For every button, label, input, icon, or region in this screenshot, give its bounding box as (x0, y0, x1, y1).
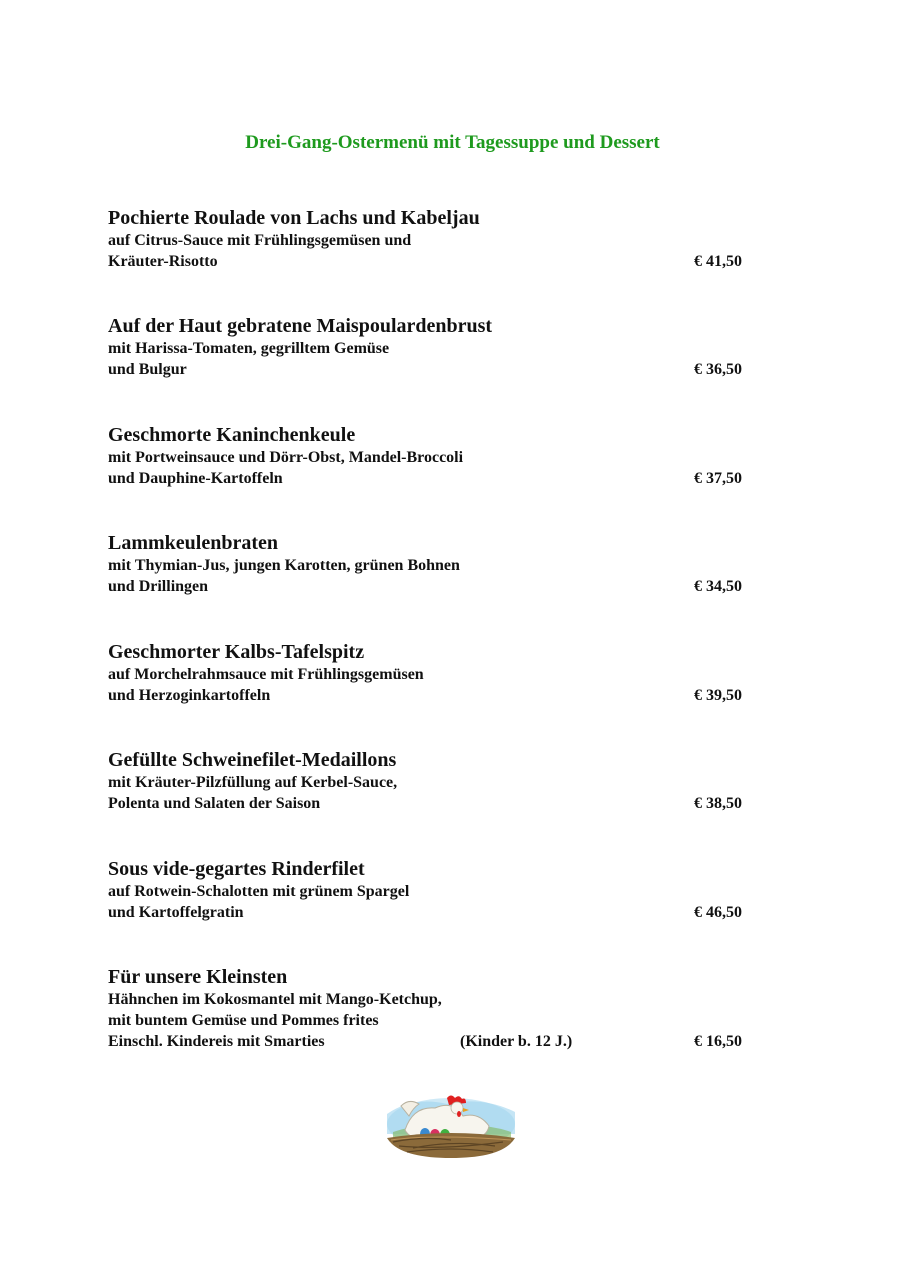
dish-description: auf Rotwein-Schalotten mit grünem Spargel (108, 883, 410, 900)
menu-item (108, 531, 748, 597)
menu-item (108, 748, 748, 814)
price: € 36,50 (694, 361, 742, 378)
dish-description: Kräuter-Risotto (108, 253, 218, 270)
easter-hen-in-nest-icon (383, 1094, 519, 1160)
price: € 37,50 (694, 470, 742, 487)
dish-name: Pochierte Roulade von Lachs und Kabeljau (108, 207, 480, 229)
age-note: (Kinder b. 12 J.) (460, 1033, 573, 1050)
dish-name: Auf der Haut gebratene Maispoulardenbrust (108, 315, 493, 337)
dish-description: mit Portweinsauce und Dörr-Obst, Mandel-Broccoli (108, 449, 464, 466)
dish-name: Sous vide-gegartes Rinderfilet (108, 858, 365, 880)
price: € 16,50 (694, 1033, 742, 1050)
dish-description: mit buntem Gemüse und Pommes frites (108, 1012, 379, 1029)
menu-item (108, 640, 748, 706)
dish-description: mit Thymian-Jus, jungen Karotten, grünen Bohnen (108, 557, 460, 574)
dish-name: Geschmorter Kalbs-Tafelspitz (108, 641, 365, 663)
dish-description: und Herzoginkartoffeln (108, 687, 271, 704)
price: € 46,50 (694, 904, 742, 921)
dish-name: Lammkeulenbraten (108, 532, 278, 554)
dish-name: Geschmorte Kaninchenkeule (108, 424, 356, 446)
price: € 41,50 (694, 253, 742, 270)
dish-description: mit Harissa-Tomaten, gegrilltem Gemüse (108, 340, 390, 357)
menu-item (108, 314, 748, 380)
dish-description: auf Citrus-Sauce mit Frühlingsgemüsen und (108, 232, 412, 249)
dish-description: mit Kräuter-Pilzfüllung auf Kerbel-Sauce, (108, 774, 398, 791)
dish-description: Hähnchen im Kokosmantel mit Mango-Ketchup, (108, 991, 442, 1008)
dish-name: Für unsere Kleinsten (108, 966, 288, 988)
menu-item (108, 423, 748, 489)
price: € 34,50 (694, 578, 742, 595)
menu-item (108, 206, 748, 272)
price: € 38,50 (694, 795, 742, 812)
dish-description: und Kartoffelgratin (108, 904, 244, 921)
dish-description: und Dauphine-Kartoffeln (108, 470, 283, 487)
dish-description: auf Morchelrahmsauce mit Frühlingsgemüsen (108, 666, 424, 683)
menu-item (108, 857, 748, 923)
dish-description: Polenta und Salaten der Saison (108, 795, 321, 812)
page-title: Drei-Gang-Ostermenü mit Tagessuppe und Dessert (245, 132, 660, 153)
dish-description: und Drillingen (108, 578, 209, 595)
price: € 39,50 (694, 687, 742, 704)
dish-description: Einschl. Kindereis mit Smarties (108, 1033, 325, 1050)
dish-name: Gefüllte Schweinefilet-Medaillons (108, 749, 397, 771)
menu-item-kids (108, 965, 748, 1052)
dish-description: und Bulgur (108, 361, 187, 378)
